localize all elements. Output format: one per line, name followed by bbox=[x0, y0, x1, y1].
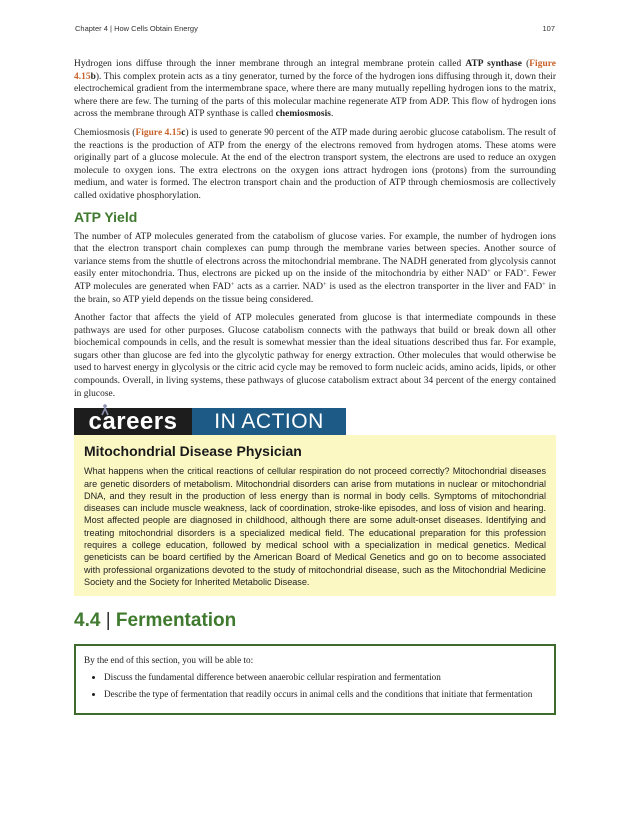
person-icon bbox=[100, 404, 110, 416]
page-number: 107 bbox=[542, 24, 555, 33]
section-heading: 4.4 | Fermentation bbox=[74, 610, 237, 632]
learning-objectives-box bbox=[74, 644, 556, 715]
chapter-label: Chapter 4 | How Cells Obtain Energy bbox=[75, 24, 198, 33]
careers-logo: careers bbox=[74, 408, 192, 435]
careers-body: What happens when the critical reactions of cellular respiration do not proceed correctly? Mitochondrial diseases are genetic disorders of metabolism. Mitochondrial disorders can arise from mutations in nuclear or mitochondrial DNA, and they result in the production of less energy than is normal in body cells. Symptoms of mitochondrial diseases can include muscle weakness, lack of coordination, stroke-like episodes, and loss of vision and hearing. Most affected people are diagnosed in childhood, although there are some adult-onset diseases. Identifying and treating mitochondrial disorders is a specialized medical field. The educational preparation for this profession requires a college education, followed by medical school with a specialization in medical genetics. Medical geneticists can be board certified by the American Board of Medical Genetics and go on to become associated with professional organizations devoted to the study of mitochondrial disease, such as the Mitochondrial Medicine Society and the Society for Inherited Metabolic Disease. bbox=[84, 466, 546, 587]
page-content bbox=[74, 58, 556, 715]
careers-feature-box bbox=[74, 435, 556, 596]
objective-item: • Discuss the fundamental difference between anaerobic cellular respiration and fermentation bbox=[104, 671, 548, 683]
paragraph-atp-yield-2: Another factor that affects the yield of ATP molecules generated from glucose is that intermediate compounds in these pathways are used for other purposes. Glucose catabolism connects with the pathways that build or break down all other biochemical compounds in cells, and the result is somewhat messier than the ideal situations described thus far. For example, sugars other than glucose are fed into the glycolytic pathway for energy extraction. Other molecules that would otherwise be used to harvest energy in glycolysis or the citric acid cycle may be removed to form nucleic acids, amino acids, lipids, or other compounds. Overall, in living systems, these pathways of glucose catabolism extract about 34 percent of the energy contained in glucose. bbox=[74, 313, 556, 399]
paragraph-atp-yield-1: The number of ATP molecules generated from the catabolism of glucose varies. For example, the number of hydrogen ions that the electron transport chain complexes can pump through the membrane varies between species. Another source of variance stems from the shuttle of electrons across the mitochondrial membrane. The NADH generated from glycolysis cannot easily enter mitochondria. Thus, electrons are picked up on the inside of the mitochondria by either NAD+ or FAD+. Fewer ATP molecules are generated when FAD+ acts as a carrier. NAD+ is used as the electron transporter in the liver and FAD+ in the brain, so ATP yield depends on the tissue being considered. bbox=[74, 231, 556, 305]
running-header bbox=[75, 24, 555, 33]
term-chemiosmosis: chemiosmosis bbox=[275, 109, 331, 120]
term-atp-synthase: ATP synthase bbox=[465, 59, 522, 69]
objective-item: • Describe the type of fermentation that readily occurs in animal cells and the conditions that initiate that fermentation bbox=[104, 688, 548, 700]
atp-yield-heading: ATP Yield bbox=[74, 208, 138, 225]
objectives-intro: By the end of this section, you will be able to: bbox=[84, 655, 254, 666]
figure-link[interactable]: Figure 4.15b bbox=[74, 59, 556, 82]
figure-link[interactable]: Figure 4.15c bbox=[135, 127, 186, 138]
paragraph-chemiosmosis: Chemiosmosis (Figure 4.15c) is used to generate 90 percent of the ATP made during aerobic glucose catabolism. The result of the reactions is the production of ATP from the energy of the electrons removed from hydrogen atoms. These atoms were originally part of a glucose molecule. At the end of the electron transport system, the electrons are used to reduce an oxygen molecule to oxygen ions. The extra electrons on the oxygen ions attract hydrogen ions (protons) from the surrounding medium, and water is formed. The electron transport chain and the production of ATP through chemiosmosis are collectively called oxidative phosphorylation. bbox=[74, 127, 557, 201]
careers-in-action-banner bbox=[74, 408, 346, 435]
careers-title: Mitochondrial Disease Physician bbox=[84, 443, 302, 460]
objectives-list bbox=[84, 671, 548, 701]
paragraph-atp-synthase: Hydrogen ions diffuse through the inner membrane through an integral membrane protein called ATP synthase (Figure 4.15b). This complex protein acts as a tiny generator, turned by the force of the hydrogen ions diffusing through it, down their electrochemical gradient from the intermembrane space, where there are many mutually repelling hydrogen ions to the matrix, where there are few. The turning of the parts of this molecular machine regenerate ATP from ADP. This flow of hydrogen ions across the membrane through ATP synthase is called chemiosmosis. bbox=[74, 59, 556, 120]
in-action-label: IN ACTION bbox=[192, 408, 346, 435]
